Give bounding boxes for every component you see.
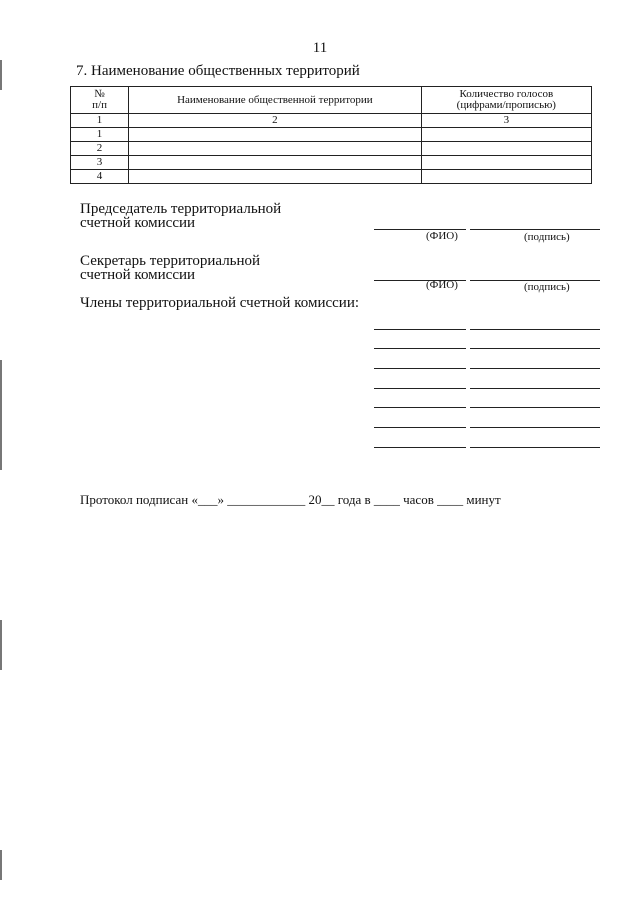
scan-edge-mark	[0, 850, 2, 880]
member-signature-line[interactable]	[470, 407, 600, 408]
chairman-signature-line[interactable]	[470, 229, 600, 230]
table-row	[71, 128, 592, 142]
section-title: 7. Наименование общественных территорий	[76, 63, 360, 79]
secretary-label-line2: счетной комиссии	[80, 267, 196, 283]
secretary-fio-caption: (ФИО)	[426, 279, 458, 291]
scan-edge-mark	[0, 60, 2, 90]
column-number: 1	[71, 114, 129, 128]
member-signature-line[interactable]	[470, 388, 600, 389]
territory-name-cell[interactable]	[129, 128, 422, 142]
chairman-label	[80, 202, 281, 230]
table-row	[71, 142, 592, 156]
member-signature-line[interactable]	[470, 329, 600, 330]
table-row	[71, 156, 592, 170]
chairman-label-line1: Председатель территориальной	[80, 201, 282, 217]
members-label: Члены территориальной счетной комиссии:	[80, 295, 360, 311]
votes-cell[interactable]	[421, 156, 591, 170]
member-fio-line[interactable]	[374, 368, 466, 369]
page-number: 11	[312, 40, 328, 56]
member-signature-line[interactable]	[470, 368, 600, 369]
territory-name-cell[interactable]	[129, 142, 422, 156]
chairman-fio-caption: (ФИО)	[426, 230, 458, 242]
member-fio-line[interactable]	[374, 407, 466, 408]
member-fio-line[interactable]	[374, 329, 466, 330]
secretary-label	[80, 254, 260, 282]
member-fio-line[interactable]	[374, 447, 466, 448]
secretary-label-line1: Секретарь территориальной	[80, 253, 261, 269]
table-row	[71, 170, 592, 184]
column-number: 2	[129, 114, 422, 128]
protocol-signed-line: Протокол подписан «___» ____________ 20__ года в ____ часов ____ минут	[80, 492, 501, 507]
member-signature-line[interactable]	[470, 348, 600, 349]
member-signature-line[interactable]	[470, 427, 600, 428]
territory-name-cell[interactable]	[129, 170, 422, 184]
votes-cell[interactable]	[421, 170, 591, 184]
member-fio-line[interactable]	[374, 427, 466, 428]
member-fio-line[interactable]	[374, 388, 466, 389]
territory-name-cell[interactable]	[129, 156, 422, 170]
chairman-label-line2: счетной комиссии	[80, 215, 196, 231]
header-territory-name: Наименование общественной территории	[129, 87, 422, 114]
member-fio-line[interactable]	[374, 348, 466, 349]
chairman-signature-caption: (подпись)	[524, 231, 570, 243]
row-number: 4	[71, 170, 129, 184]
row-number: 3	[71, 156, 129, 170]
scan-edge-mark	[0, 620, 2, 670]
votes-cell[interactable]	[421, 142, 591, 156]
table-header-row	[71, 87, 592, 114]
row-number: 2	[71, 142, 129, 156]
member-signature-line[interactable]	[470, 447, 600, 448]
votes-cell[interactable]	[421, 128, 591, 142]
header-number: № п/п	[71, 87, 129, 114]
secretary-signature-caption: (подпись)	[524, 281, 570, 293]
territories-table	[70, 86, 592, 184]
column-numbers-row	[71, 114, 592, 128]
header-votes-count: Количество голосов (цифрами/прописью)	[421, 87, 591, 114]
row-number: 1	[71, 128, 129, 142]
column-number: 3	[421, 114, 591, 128]
scan-edge-mark	[0, 360, 2, 470]
